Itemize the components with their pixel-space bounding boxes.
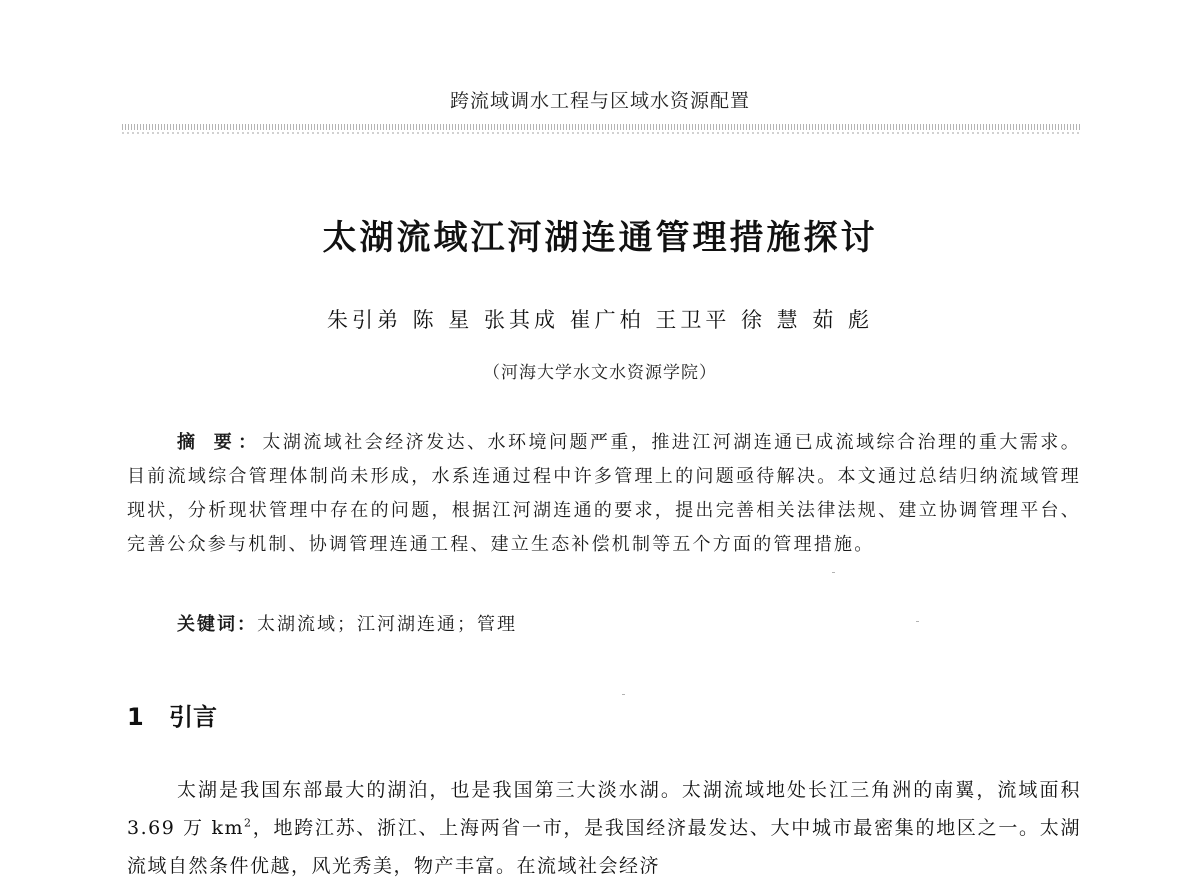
section-heading (127, 697, 217, 732)
author-list: 朱引弟 陈 星 张其成 崔广柏 王卫平 徐 慧 茹 彪 (326, 308, 874, 332)
scan-speck (622, 694, 625, 695)
affiliation: （河海大学水文水资源学院） (483, 363, 717, 383)
body-text-part1: 太湖是我国东部最大的湖泊，也是我国第三大淡水湖。太湖流域地处长江三角洲的南翼，流域面积 3.69 万 km (127, 779, 1081, 839)
body-text-part2: ，地跨江苏、浙江、上海两省一市，是我国经济最发达、大中城市最密集的地区之一。太湖流域自然条件优越，风光秀美，物产丰富。在流域社会经济 (127, 817, 1081, 877)
abstract-text: 太湖流域社会经济发达、水环境问题严重，推进江河湖连通已成流域综合治理的重大需求。目前流域综合管理体制尚未形成，水系连通过程中许多管理上的问题亟待解决。本文通过总结归纳流域管理现状，分析现状管理中存在的问题，根据江河湖连通的要求，提出完善相关法律法规、建立协调管理平台、完善公众参与机制、协调管理连通工程、建立生态补偿机制等五个方面的管理措施。 (127, 432, 1081, 555)
scan-speck (916, 621, 919, 622)
body-paragraph (127, 771, 1081, 885)
abstract-label: 摘 要： (177, 432, 263, 453)
paper-title: 太湖流域江河湖连通管理措施探讨 (322, 218, 878, 258)
header-rule-secondary (122, 132, 1080, 134)
header-rule (122, 124, 1080, 130)
running-header: 跨流域调水工程与区域水资源配置 (449, 90, 750, 112)
keywords-label: 关键词： (177, 614, 257, 635)
abstract (127, 426, 1081, 562)
scan-speck (832, 572, 835, 573)
section-title: 引言 (169, 703, 217, 731)
body-superscript: 2 (244, 816, 253, 830)
keywords (177, 608, 517, 642)
section-number: 1 (127, 703, 144, 731)
keywords-text: 太湖流域；江河湖连通；管理 (257, 614, 517, 635)
